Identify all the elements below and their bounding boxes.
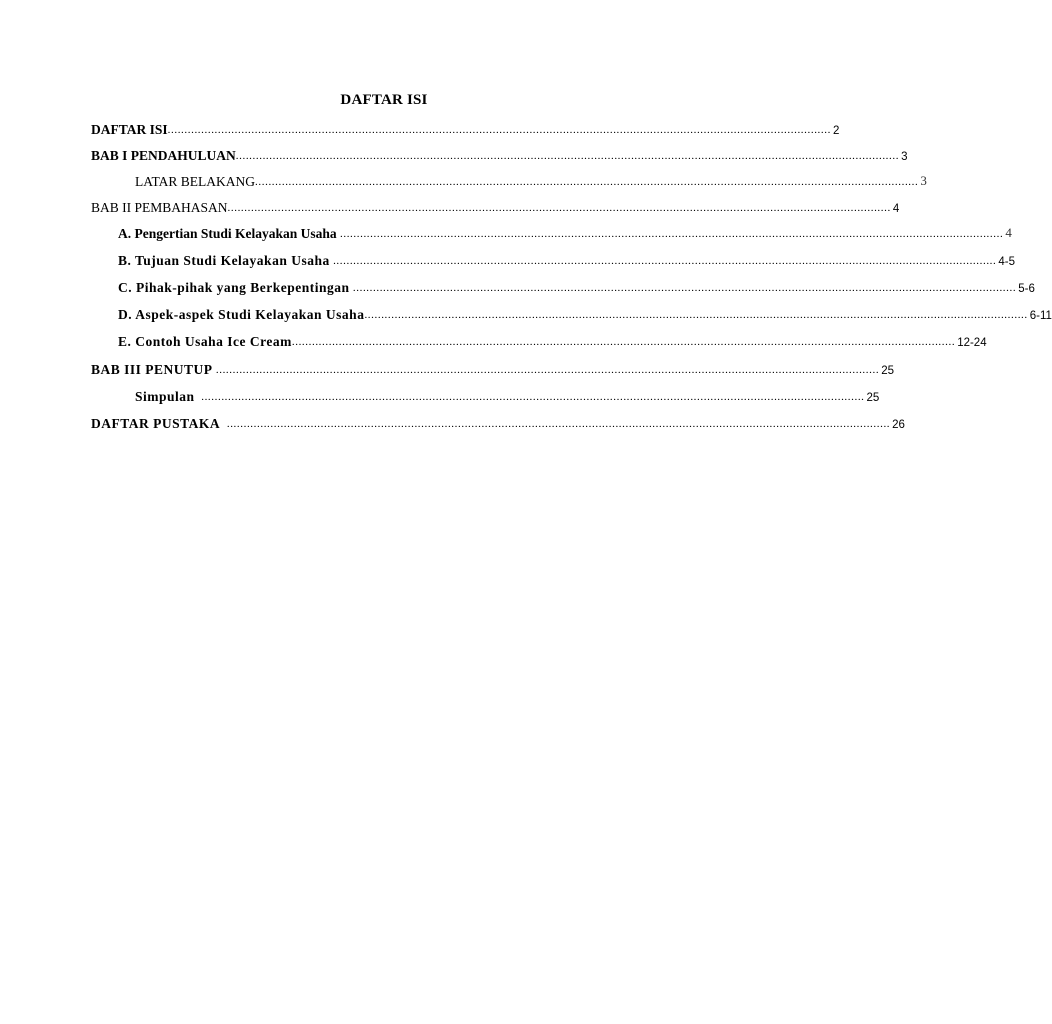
toc-entry-page: 12-24 — [957, 337, 987, 349]
toc-leader-dots: ...................................................................................................................................................................................................... — [255, 176, 919, 188]
toc-entry-bab-ii[interactable] — [91, 194, 900, 216]
toc-entry-label: DAFTAR PUSTAKA — [91, 416, 221, 431]
toc-entry-e[interactable] — [91, 328, 987, 350]
toc-entry-label: BAB III PENUTUP — [91, 362, 213, 377]
toc-entry-page: 4 — [1005, 225, 1012, 240]
toc-leader-dots: ...................................................................................................................................................................................................... — [336, 228, 1004, 240]
toc-entry-c[interactable] — [91, 274, 1035, 296]
toc-leader-dots: ...................................................................................................................................................................................................... — [194, 391, 865, 403]
toc-entry-daftar-isi[interactable] — [91, 116, 840, 138]
toc-entry-page: 3 — [920, 173, 927, 188]
toc-entry-label: BAB I PENDAHULUAN — [91, 148, 236, 163]
toc-entry-label: B. Tujuan Studi Kelayakan Usaha — [118, 253, 330, 268]
toc-entry-label: A. Pengertian Studi Kelayakan Usaha — [118, 226, 337, 241]
toc-entry-page: 25 — [881, 365, 894, 377]
toc-title: DAFTAR ISI — [340, 92, 428, 108]
toc-entry-label: BAB II PEMBAHASAN — [91, 200, 228, 215]
toc-leader-dots: ...................................................................................................................................................................................................... — [235, 150, 900, 162]
toc-entry-page: 3 — [901, 151, 908, 163]
toc-entry-page: 5-6 — [1018, 283, 1035, 295]
toc-leader-dots: ...................................................................................................................................................................................................... — [167, 124, 831, 136]
toc-leader-dots: ...................................................................................................................................................................................................... — [349, 282, 1017, 294]
toc-leader-dots: ...................................................................................................................................................................................................... — [227, 202, 891, 214]
toc-entry-label: E. Contoh Usaha Ice Cream — [118, 334, 292, 349]
toc-entry-page: 6-11 — [1029, 310, 1052, 322]
toc-entry-bab-i[interactable] — [91, 142, 908, 164]
toc-entry-d[interactable] — [91, 301, 1052, 323]
toc-leader-dots: ...................................................................................................................................................................................................... — [364, 309, 1028, 321]
toc-entry-label: Simpulan — [135, 389, 195, 404]
toc-entry-bab-iii[interactable] — [91, 356, 894, 378]
toc-entry-page: 4-5 — [998, 256, 1015, 268]
toc-entry-b[interactable] — [91, 247, 1015, 269]
toc-entry-label: LATAR BELAKANG — [135, 174, 256, 189]
toc-entry-page: 25 — [866, 392, 880, 404]
toc-leader-dots: ...................................................................................................................................................................................................... — [212, 364, 880, 376]
toc-entry-simpulan[interactable] — [91, 383, 880, 405]
toc-entry-label: C. Pihak-pihak yang Berkepentingan — [118, 280, 350, 295]
toc-leader-dots: ...................................................................................................................................................................................................... — [329, 255, 997, 267]
toc-entry-page: 2 — [832, 125, 840, 137]
toc-entry-latar-belakang[interactable] — [91, 168, 927, 190]
toc-leader-dots: ...................................................................................................................................................................................................... — [291, 336, 956, 348]
toc-entry-a[interactable] — [91, 220, 1012, 242]
toc-leader-dots: ...................................................................................................................................................................................................... — [220, 418, 891, 430]
toc-entry-page: 26 — [892, 419, 905, 431]
toc-entry-daftar-pustaka[interactable] — [91, 410, 905, 432]
toc-entry-page: 4 — [892, 203, 900, 215]
toc-entry-label: D. Aspek-aspek Studi Kelayakan Usaha — [118, 307, 365, 322]
toc-entry-label: DAFTAR ISI — [91, 122, 168, 137]
